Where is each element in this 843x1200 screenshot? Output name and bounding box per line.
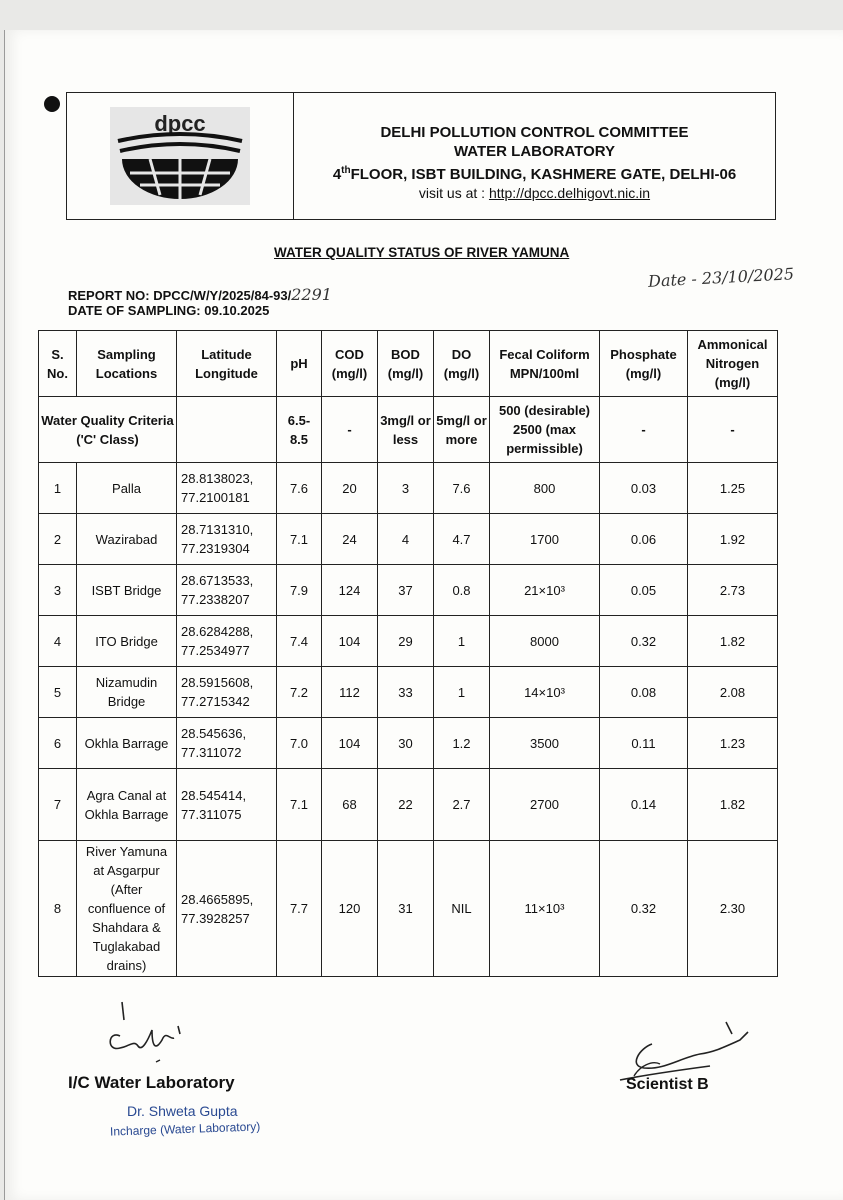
cell-ammonical-nitrogen: 1.82: [688, 769, 778, 841]
cell-latlon: 28.6713533, 77.2338207: [177, 565, 277, 616]
cell-bod: 29: [378, 616, 434, 667]
cell-phosphate: 0.32: [600, 616, 688, 667]
cell-latlon: 28.6284288, 77.2534977: [177, 616, 277, 667]
cell-phosphate: 0.08: [600, 667, 688, 718]
punch-hole: [44, 96, 60, 112]
website-line: visit us at : http://dpcc.delhigovt.nic.in: [418, 185, 651, 201]
cell-ph: 7.1: [277, 514, 322, 565]
cell-do: 1: [434, 667, 490, 718]
cell-bod: 31: [378, 841, 434, 977]
cell-ph: 7.6: [277, 463, 322, 514]
sampling-date: DATE OF SAMPLING: 09.10.2025: [68, 303, 270, 318]
document-title: WATER QUALITY STATUS OF RIVER YAMUNA: [274, 245, 570, 260]
table-row: [39, 463, 778, 514]
table-row: [39, 616, 778, 667]
criteria-bod: 3mg/l or less: [378, 397, 434, 463]
header-fecal-coliform: Fecal Coliform MPN/100ml: [490, 331, 600, 397]
cell-phosphate: 0.06: [600, 514, 688, 565]
cell-fecal-coliform: 2700: [490, 769, 600, 841]
cell-cod: 20: [322, 463, 378, 514]
criteria-ammonical-nitrogen: -: [688, 397, 778, 463]
cell-ammonical-nitrogen: 2.08: [688, 667, 778, 718]
cell-do: 2.7: [434, 769, 490, 841]
cell-phosphate: 0.14: [600, 769, 688, 841]
cell-cod: 120: [322, 841, 378, 977]
table-row: [39, 667, 778, 718]
criteria-phosphate: -: [600, 397, 688, 463]
table-row: [39, 514, 778, 565]
cell-do: 4.7: [434, 514, 490, 565]
cell-cod: 104: [322, 616, 378, 667]
website-link[interactable]: http://dpcc.delhigovt.nic.in: [488, 185, 651, 201]
cell-bod: 3: [378, 463, 434, 514]
letterhead: [66, 92, 776, 220]
cell-ph: 7.1: [277, 769, 322, 841]
header-bod: BOD (mg/l): [378, 331, 434, 397]
cell-cod: 68: [322, 769, 378, 841]
cell-cod: 112: [322, 667, 378, 718]
cell-ammonical-nitrogen: 1.92: [688, 514, 778, 565]
cell-fecal-coliform: 1700: [490, 514, 600, 565]
table-row: [39, 718, 778, 769]
cell-sno: 8: [39, 841, 77, 977]
cell-do: NIL: [434, 841, 490, 977]
cell-phosphate: 0.03: [600, 463, 688, 514]
table-header-row: [39, 331, 778, 397]
cell-location: Agra Canal at Okhla Barrage: [77, 769, 177, 841]
cell-bod: 33: [378, 667, 434, 718]
header-latlon: Latitude Longitude: [177, 331, 277, 397]
cell-sno: 7: [39, 769, 77, 841]
cell-do: 0.8: [434, 565, 490, 616]
cell-cod: 104: [322, 718, 378, 769]
criteria-fecal-coliform: 500 (desirable) 2500 (max permissible): [490, 397, 600, 463]
water-quality-table: [38, 330, 778, 977]
org-name: DELHI POLLUTION CONTROL COMMITTEE: [380, 124, 689, 141]
cell-fecal-coliform: 21×10³: [490, 565, 600, 616]
criteria-row: [39, 397, 778, 463]
cell-sno: 1: [39, 463, 77, 514]
cell-location: ISBT Bridge: [77, 565, 177, 616]
cell-location: ITO Bridge: [77, 616, 177, 667]
criteria-cod: -: [322, 397, 378, 463]
table-row: [39, 769, 778, 841]
cell-latlon: 28.545414, 77.311075: [177, 769, 277, 841]
lab-name: WATER LABORATORY: [453, 143, 616, 160]
logo-text: dpcc: [154, 111, 206, 136]
ic-water-lab-label: I/C Water Laboratory: [68, 1073, 235, 1092]
cell-ammonical-nitrogen: 2.30: [688, 841, 778, 977]
report-number: REPORT NO: DPCC/W/Y/2025/84-93/2291: [68, 285, 332, 304]
cell-fecal-coliform: 11×10³: [490, 841, 600, 977]
cell-ammonical-nitrogen: 1.23: [688, 718, 778, 769]
cell-ph: 7.9: [277, 565, 322, 616]
cell-ph: 7.0: [277, 718, 322, 769]
criteria-do: 5mg/l or more: [434, 397, 490, 463]
stamp-role: Incharge (Water Laboratory): [109, 1119, 261, 1139]
criteria-ph: 6.5-8.5: [277, 397, 322, 463]
dpcc-logo-icon: [100, 101, 260, 211]
letterhead-text: [294, 93, 775, 219]
cell-phosphate: 0.11: [600, 718, 688, 769]
cell-ph: 7.7: [277, 841, 322, 977]
cell-sno: 5: [39, 667, 77, 718]
stamp-name: Dr. Shweta Gupta: [127, 1103, 238, 1119]
cell-latlon: 28.545636, 77.311072: [177, 718, 277, 769]
cell-ammonical-nitrogen: 2.73: [688, 565, 778, 616]
cell-fecal-coliform: 8000: [490, 616, 600, 667]
cell-cod: 24: [322, 514, 378, 565]
cell-bod: 22: [378, 769, 434, 841]
cell-location: River Yamuna at Asgarpur (After confluence of Shahdara & Tuglakabad drains): [77, 841, 177, 977]
cell-do: 7.6: [434, 463, 490, 514]
criteria-label: Water Quality Criteria ('C' Class): [39, 397, 177, 463]
header-ammonical-nitrogen: Ammonical Nitrogen (mg/l): [688, 331, 778, 397]
dpcc-logo: [67, 93, 294, 219]
cell-fecal-coliform: 3500: [490, 718, 600, 769]
header-cod: COD (mg/l): [322, 331, 378, 397]
scientist-b-label: Scientist B: [626, 1076, 709, 1093]
cell-bod: 30: [378, 718, 434, 769]
cell-location: Nizamudin Bridge: [77, 667, 177, 718]
cell-latlon: 28.5915608, 77.2715342: [177, 667, 277, 718]
cell-fecal-coliform: 14×10³: [490, 667, 600, 718]
cell-phosphate: 0.05: [600, 565, 688, 616]
cell-ph: 7.4: [277, 616, 322, 667]
table-row: [39, 841, 778, 977]
cell-sno: 2: [39, 514, 77, 565]
cell-ph: 7.2: [277, 667, 322, 718]
cell-sno: 4: [39, 616, 77, 667]
table-row: [39, 565, 778, 616]
cell-latlon: 28.7131310, 77.2319304: [177, 514, 277, 565]
cell-do: 1: [434, 616, 490, 667]
cell-bod: 37: [378, 565, 434, 616]
handwritten-report-number: 2291: [291, 285, 332, 304]
header-sno: S. No.: [39, 331, 77, 397]
cell-fecal-coliform: 800: [490, 463, 600, 514]
cell-location: Palla: [77, 463, 177, 514]
cell-ammonical-nitrogen: 1.25: [688, 463, 778, 514]
cell-latlon: 28.4665895, 77.3928257: [177, 841, 277, 977]
left-signature: [90, 1000, 200, 1070]
cell-ammonical-nitrogen: 1.82: [688, 616, 778, 667]
cell-latlon: 28.8138023, 77.2100181: [177, 463, 277, 514]
header-ph: pH: [277, 331, 322, 397]
header-phosphate: Phosphate (mg/l): [600, 331, 688, 397]
cell-do: 1.2: [434, 718, 490, 769]
cell-bod: 4: [378, 514, 434, 565]
header-location: Sampling Locations: [77, 331, 177, 397]
cell-cod: 124: [322, 565, 378, 616]
cell-phosphate: 0.32: [600, 841, 688, 977]
cell-location: Wazirabad: [77, 514, 177, 565]
cell-location: Okhla Barrage: [77, 718, 177, 769]
cell-sno: 3: [39, 565, 77, 616]
criteria-latlon: [177, 397, 277, 463]
cell-sno: 6: [39, 718, 77, 769]
handwritten-date: Date - 23/10/2025: [647, 264, 795, 291]
header-do: DO (mg/l): [434, 331, 490, 397]
address: 4thFLOOR, ISBT BUILDING, KASHMERE GATE, DELHI-06: [332, 165, 737, 183]
